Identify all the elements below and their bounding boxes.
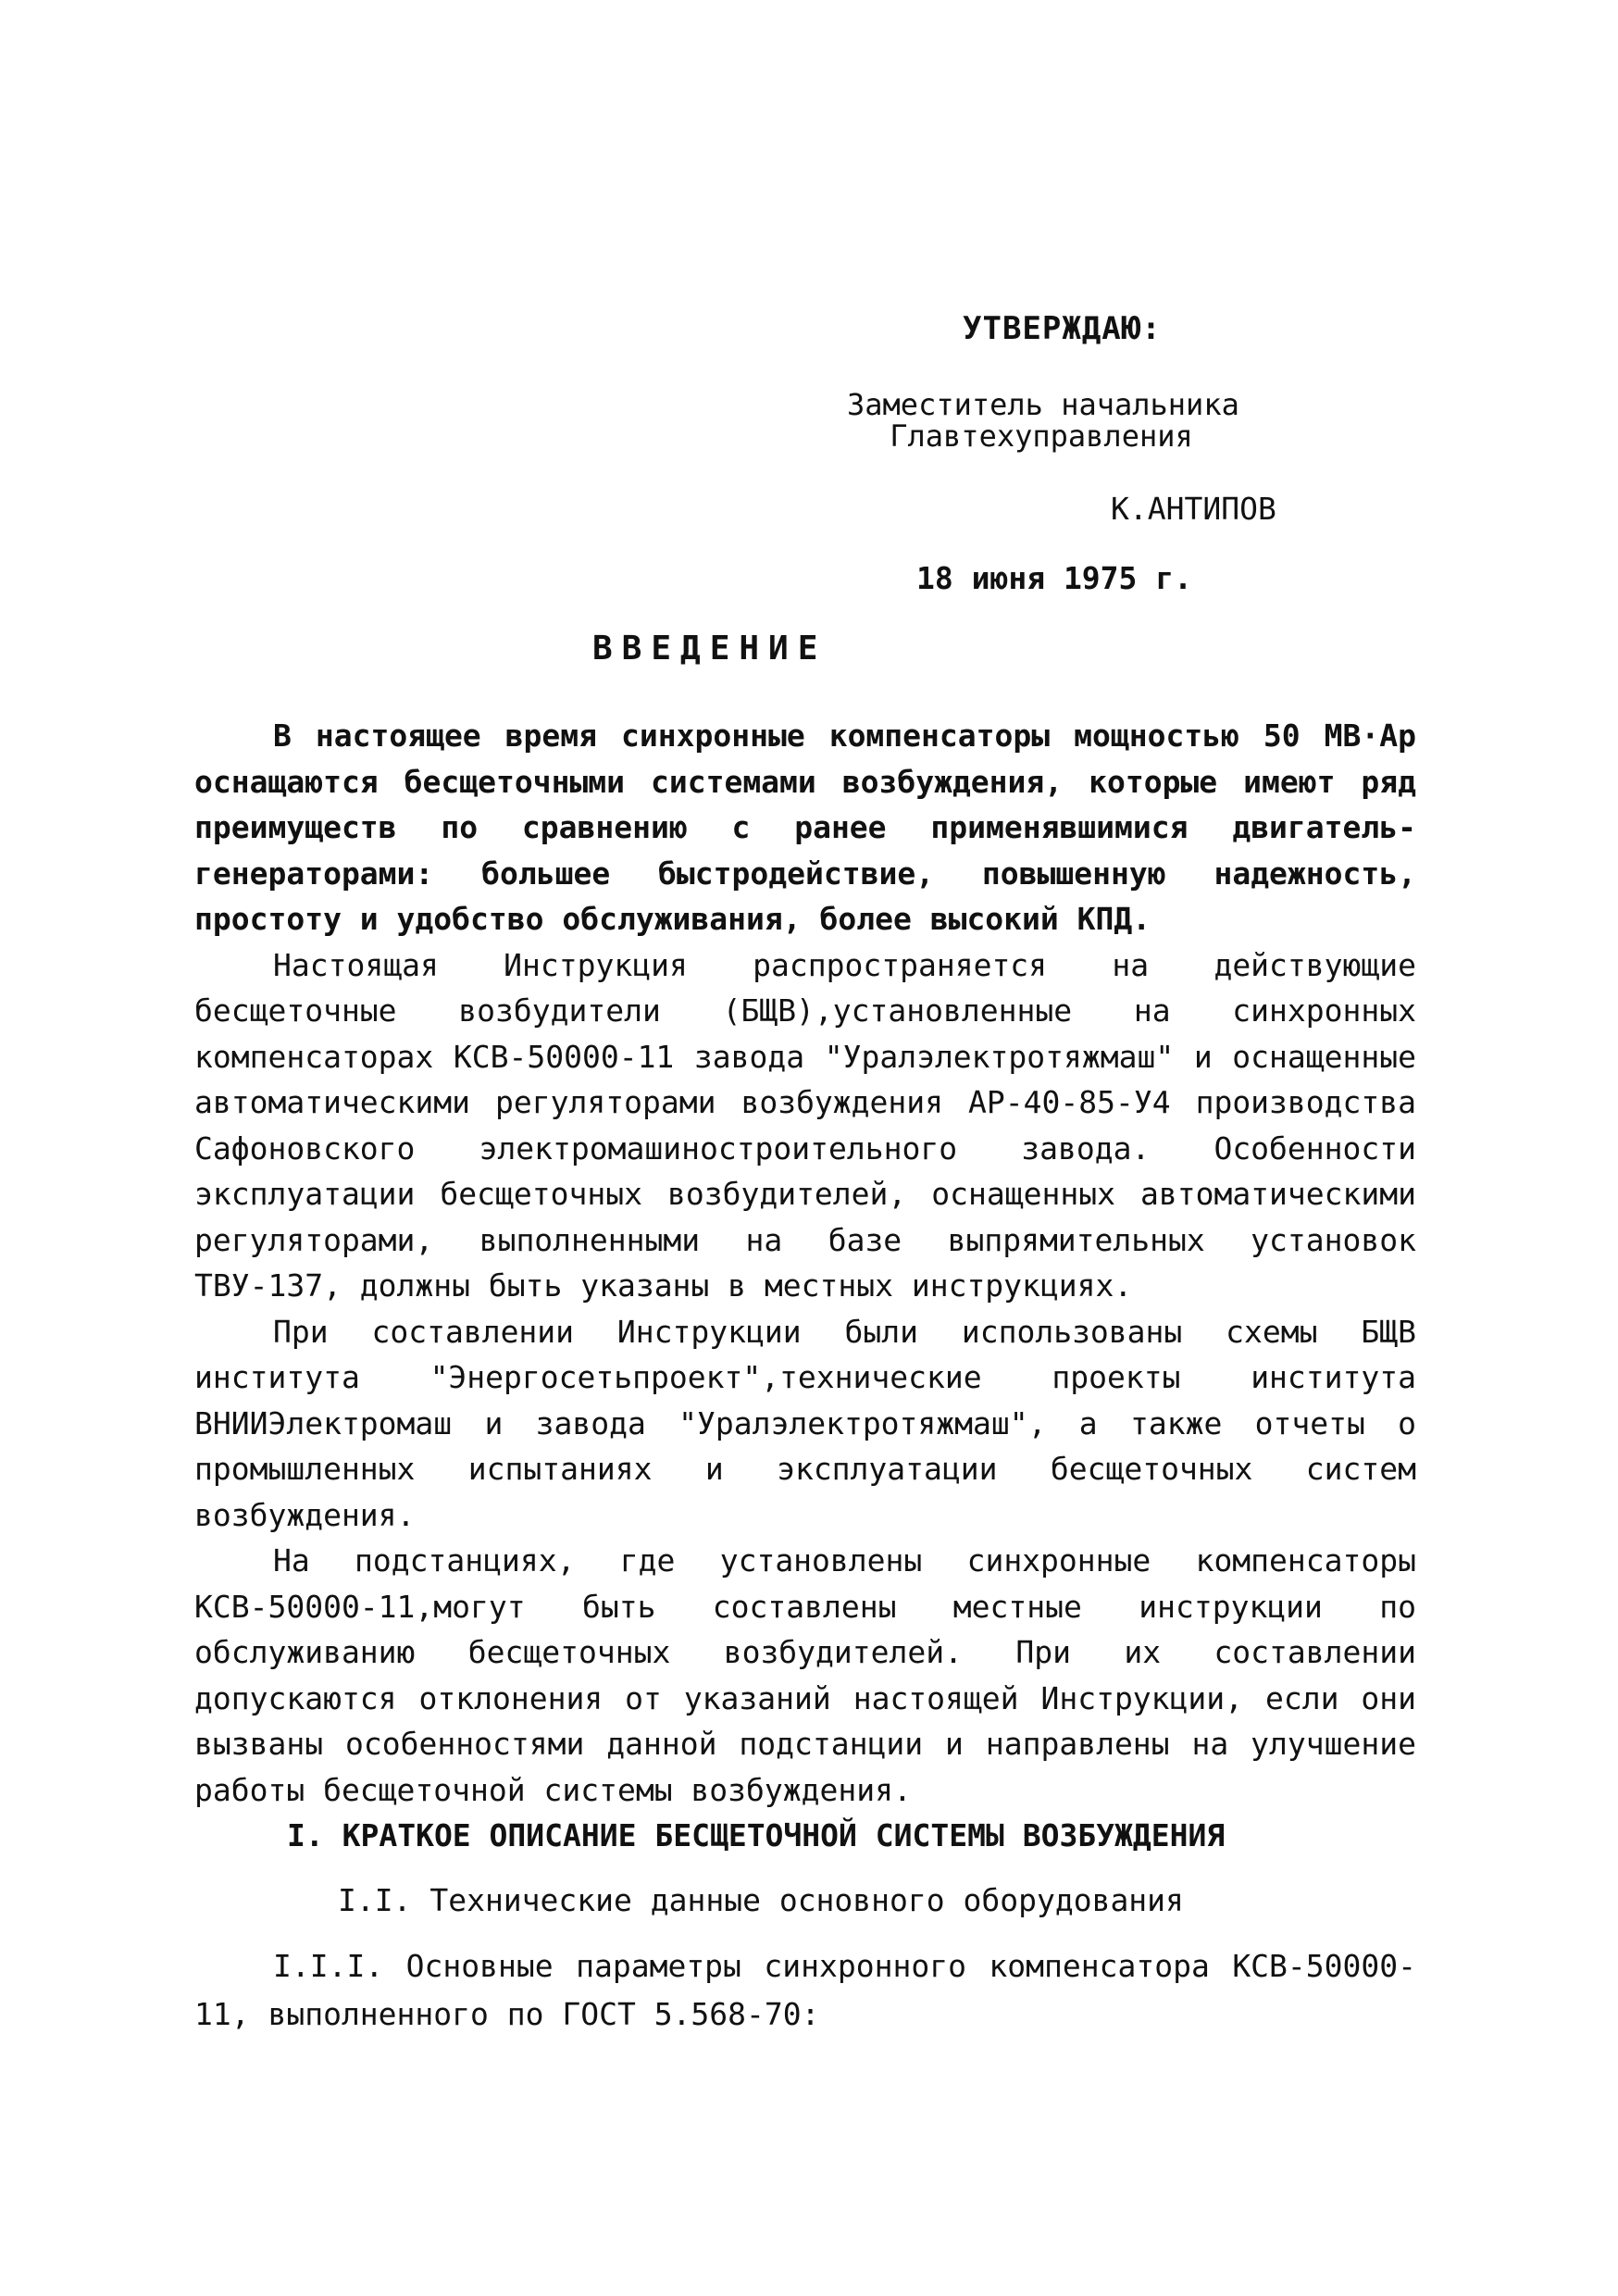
- approval-date: 18 июня 1975 г.: [916, 560, 1193, 596]
- approval-position: [847, 387, 1239, 454]
- intro-paragraph-1: В настоящее время синхронные компенсаторы мощностью 50 МВ·Ар оснащаются бесщеточными системами возбуждения, которые имеют ряд преимуществ по сравнению с ранее применявшимися двигатель-генераторами: большее быстродействие, повышенную надежность, простоту и удобство обслуживания, более высокий КПД.: [194, 718, 1416, 937]
- intro-paragraph-2: Настоящая Инструкция распространяется на действующие бесщеточные возбудители (БЩВ),установленные на синхронных компенсаторах КСВ-50000-11 завода "Уралэлектротяжмаш" и оснащенные автоматическими регуляторами возбуждения АР-40-85-У4 производства Сафоновского электромашиностроительного завода. Особенности эксплуатации бесщеточных возбудителей, оснащенных автоматическими регуляторами, выполненными на базе выпрямительных установок ТВУ-137, должны быть указаны в местных инструкциях.: [194, 946, 1416, 1304]
- approval-heading: УТВЕРЖДАЮ:: [963, 310, 1162, 347]
- approval-signatory-name: К.АНТИПОВ: [1111, 491, 1276, 527]
- subsection-1-1-heading: I.I. Технические данные основного оборудования: [338, 1882, 1184, 1918]
- intro-heading: ВВЕДЕНИЕ: [592, 630, 828, 668]
- clause-1-1-1-text: I.I.I. Основные параметры синхронного компенсатора КСВ-50000-11, выполненного по ГОСТ 5.568-70:: [194, 1948, 1416, 2032]
- approval-position-line-1: Заместитель начальника: [847, 387, 1239, 422]
- intro-body: [194, 713, 1416, 1813]
- intro-paragraph-3: При составлении Инструкции были использованы схемы БЩВ института "Энергосетьпроект",технические проекты института ВНИИЭлектромаш и завода "Уралэлектротяжмаш", а также отчеты о промышленных испытаниях и эксплуатации бесщеточных систем возбуждения.: [194, 1313, 1416, 1533]
- intro-paragraph-4: На подстанциях, где установлены синхронные компенсаторы КСВ-50000-11,могут быть составлены местные инструкции по обслуживанию бесщеточных возбудителей. При их составлении допускаются отклонения от указаний настоящей Инструкции, если они вызваны особенностями данной подстанции и направлены на улучшение работы бесщеточной системы возбуждения.: [194, 1542, 1416, 1808]
- clause-1-1-1: [194, 1942, 1416, 2039]
- section-1-heading: I. КРАТКОЕ ОПИСАНИЕ БЕСЩЕТОЧНОЙ СИСТЕМЫ ВОЗБУЖДЕНИЯ: [287, 1817, 1226, 1853]
- approval-position-line-2: Главтехуправления: [890, 418, 1193, 454]
